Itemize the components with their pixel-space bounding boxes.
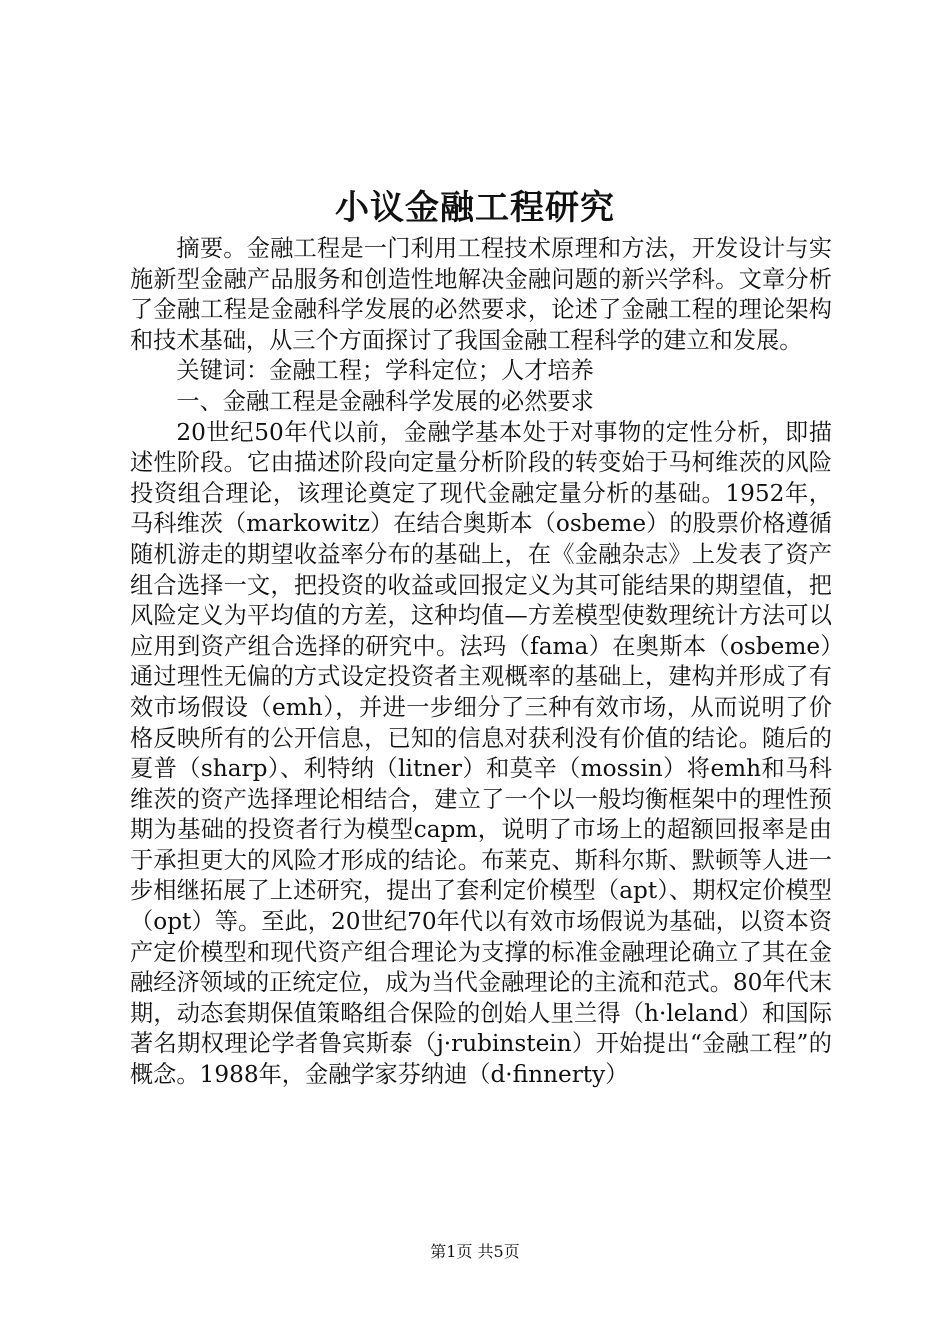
keywords-paragraph: 关键词：金融工程；学科定位；人才培养 xyxy=(176,357,594,385)
abstract-paragraph: 摘要。金融工程是一门利用工程技术原理和方法，开发设计与实施新型金融产品服务和创造性地解决金融问题的新兴学科。文章分析了金融工程是金融科学发展的必然要求，论述了金融工程的理论架构和技术基础，从三个方面探讨了我国金融工程科学的建立和发展。 xyxy=(130,235,832,354)
section-heading: 一、金融工程是金融科学发展的必然要求 xyxy=(176,387,594,415)
document-body xyxy=(130,234,832,1091)
body-paragraph: 20世纪50年代以前，金融学基本处于对事物的定性分析，即描述性阶段。它由描述阶段向定量分析阶段的转变始于马柯维茨的风险投资组合理论，该理论奠定了现代金融定量分析的基础。1952年，马科维茨（markowitz）在结合奥斯本（osbeme）的股票价格遵循随机游走的期望收益率分布的基础上，在《金融杂志》上发表了资产组合选择一文，把投资的收益或回报定义为其可能结果的期望值，把风险定义为平均值的方差，这种均值—方差模型使数理统计方法可以应用到资产组合选择的研究中。法玛（fama）在奥斯本（osbeme）通过理性无偏的方式设定投资者主观概率的基础上，建构并形成了有效市场假设（emh），并进一步细分了三种有效市场，从而说明了价格反映所有的公开信息，已知的信息对获利没有价值的结论。随后的夏普（sharp）、利特纳（litner）和莫辛（mossin）将emh和马科维茨的资产选择理论相结合，建立了一个以一般均衡框架中的理性预期为基础的投资者行为模型capm，说明了市场上的超额回报率是由于承担更大的风险才形成的结论。布莱克、斯科尔斯、默顿等人进一步相继拓展了上述研究，提出了套利定价模型（apt）、期权定价模型（opt）等。至此，20世纪70年代以有效市场假说为基础，以资本资产定价模型和现代资产组合理论为支撑的标准金融理论确立了其在金融经济领域的正统定位，成为当代金融理论的主流和范式。80年代末期，动态套期保值策略组合保险的创始人里兰得（h·leland）和国际著名期权理论学者鲁宾斯泰（j·rubinstein）开始提出“金融工程”的概念。1988年，金融学家芬纳迪（d·finnerty） xyxy=(130,418,832,1089)
document-title: 小议金融工程研究 xyxy=(335,188,615,228)
page-number-footer: 第1页 共5页 xyxy=(430,1242,520,1261)
